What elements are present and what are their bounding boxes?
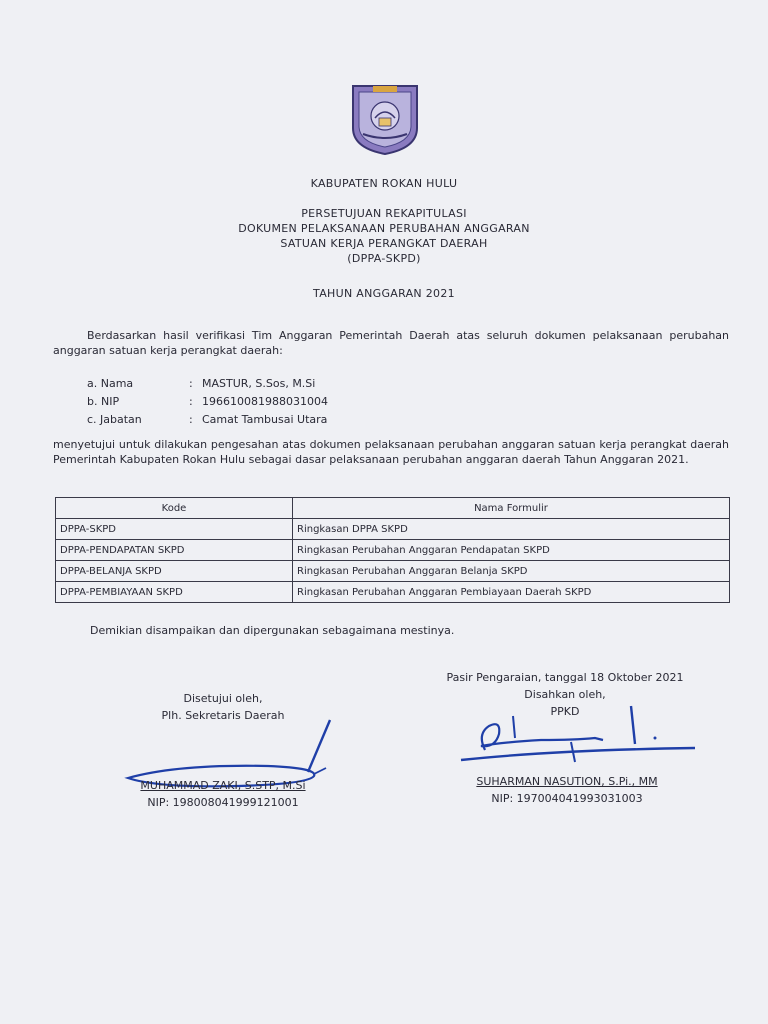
field-label: b. NIP xyxy=(87,395,120,408)
fiscal-year: TAHUN ANGGARAN 2021 xyxy=(313,287,455,300)
intro-paragraph: Berdasarkan hasil verifikasi Tim Anggaran Pemerintah Daerah atas seluruh dokumen pelaksanaan perubahan anggaran satuan kerja perangkat daerah: xyxy=(53,329,729,357)
table-row xyxy=(56,519,730,540)
title-line: DOKUMEN PELAKSANAAN PERUBAHAN ANGGARAN xyxy=(238,222,530,235)
table-row xyxy=(56,582,730,603)
table-cell-formulir: Ringkasan Perubahan Anggaran Pendapatan SKPD xyxy=(293,540,730,561)
document-title xyxy=(0,206,768,266)
field-separator: : xyxy=(189,413,193,426)
column-header-kode: Kode xyxy=(56,498,293,519)
closing-statement: Demikian disampaikan dan dipergunakan sebagaimana mestinya. xyxy=(90,624,455,637)
right-signatory-nip: NIP: 197004041993031003 xyxy=(491,792,643,805)
left-signatory-name: MUHAMMAD ZAKI, S.STP, M.Si xyxy=(140,779,306,792)
right-signature-icon xyxy=(455,704,705,770)
table-cell-formulir: Ringkasan Perubahan Anggaran Belanja SKPD xyxy=(293,561,730,582)
field-label: c. Jabatan xyxy=(87,413,142,426)
approval-label: Disetujui oleh, xyxy=(183,692,263,705)
field-separator: : xyxy=(189,377,193,390)
field-label: a. Nama xyxy=(87,377,134,390)
field-separator: : xyxy=(189,395,193,408)
approval-paragraph: menyetujui untuk dilakukan pengesahan atas dokumen pelaksanaan perubahan anggaran satuan kerja perangkat daerah Pemerintah Kabupaten Rokan Hulu sebagai dasar pelaksanaan perubahan anggaran daerah Tahun Anggaran 2021. xyxy=(53,438,729,466)
table-cell-kode: DPPA-BELANJA SKPD xyxy=(56,561,293,582)
table-row xyxy=(56,561,730,582)
title-line: SATUAN KERJA PERANGKAT DAERAH xyxy=(280,237,488,250)
table-cell-kode: DPPA-PENDAPATAN SKPD xyxy=(56,540,293,561)
title-line: (DPPA-SKPD) xyxy=(347,252,421,265)
signatory-position: PPKD xyxy=(550,705,580,718)
place-date: Pasir Pengaraian, tanggal 18 Oktober 2021 xyxy=(446,671,684,684)
regency-emblem-icon xyxy=(349,84,421,156)
approval-label: Disahkan oleh, xyxy=(524,688,606,701)
field-value: 196610081988031004 xyxy=(202,395,328,408)
left-signatory-nip: NIP: 198008041999121001 xyxy=(147,796,299,809)
table-cell-formulir: Ringkasan Perubahan Anggaran Pembiayaan Daerah SKPD xyxy=(293,582,730,603)
right-signatory-name: SUHARMAN NASUTION, S.Pi., MM xyxy=(476,775,658,788)
title-line: PERSETUJUAN REKAPITULASI xyxy=(301,207,467,220)
table-row xyxy=(56,540,730,561)
field-value: Camat Tambusai Utara xyxy=(202,413,328,426)
table-cell-formulir: Ringkasan DPPA SKPD xyxy=(293,519,730,540)
signatory-position: Plh. Sekretaris Daerah xyxy=(161,709,285,722)
table-cell-kode: DPPA-PEMBIAYAAN SKPD xyxy=(56,582,293,603)
forms-table xyxy=(55,497,730,603)
table-cell-kode: DPPA-SKPD xyxy=(56,519,293,540)
regency-name: KABUPATEN ROKAN HULU xyxy=(310,177,458,190)
table-header-row xyxy=(56,498,730,519)
column-header-nama-formulir: Nama Formulir xyxy=(293,498,730,519)
field-value: MASTUR, S.Sos, M.Si xyxy=(202,377,316,390)
